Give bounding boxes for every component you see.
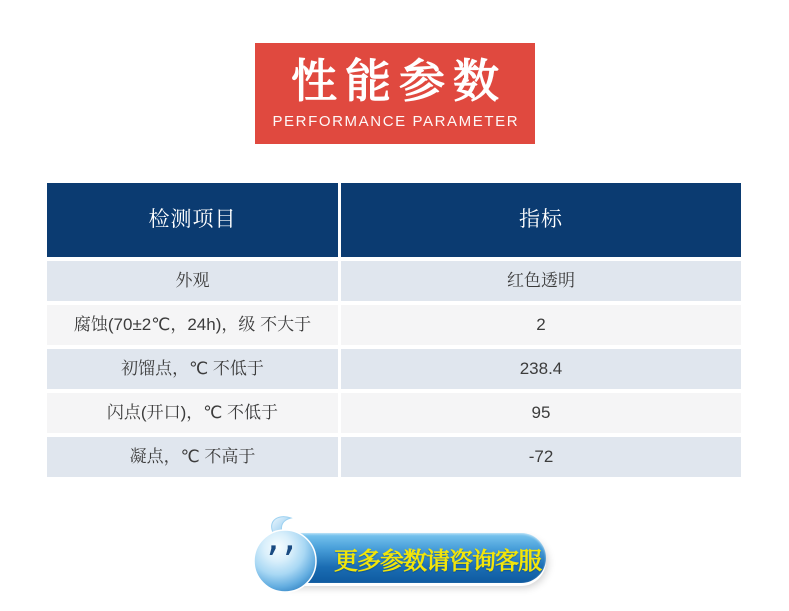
table-header-value-column: 指标 — [341, 183, 741, 257]
section-banner — [255, 43, 535, 144]
row-freezing-point-item: 凝点，℃ 不高于 — [47, 437, 338, 477]
cta-area — [250, 514, 560, 598]
consult-service-label: 更多参数请咨询客服 — [334, 547, 541, 575]
row-flash-point-value: 95 — [341, 393, 741, 433]
table-header-item-column: 检测项目 — [47, 183, 338, 257]
row-flash-point-item: 闪点(开口)，℃ 不低于 — [47, 393, 338, 433]
row-appearance-value: 红色透明 — [341, 261, 741, 301]
banner-title: 性能参数 — [291, 55, 507, 108]
mascot-eyes: ’’ — [266, 537, 299, 586]
row-appearance-item: 外观 — [47, 261, 338, 301]
customer-service-mascot-icon — [250, 514, 320, 594]
spec-table — [47, 183, 741, 477]
row-corrosion-value: 2 — [341, 305, 741, 345]
row-corrosion-item: 腐蚀(70±2℃，24h)，级 不大于 — [47, 305, 338, 345]
row-initial-boiling-point-item: 初馏点，℃ 不低于 — [47, 349, 338, 389]
banner-subtitle: PERFORMANCE PARAMETER — [272, 112, 520, 130]
row-freezing-point-value: -72 — [341, 437, 741, 477]
row-initial-boiling-point-value: 238.4 — [341, 349, 741, 389]
